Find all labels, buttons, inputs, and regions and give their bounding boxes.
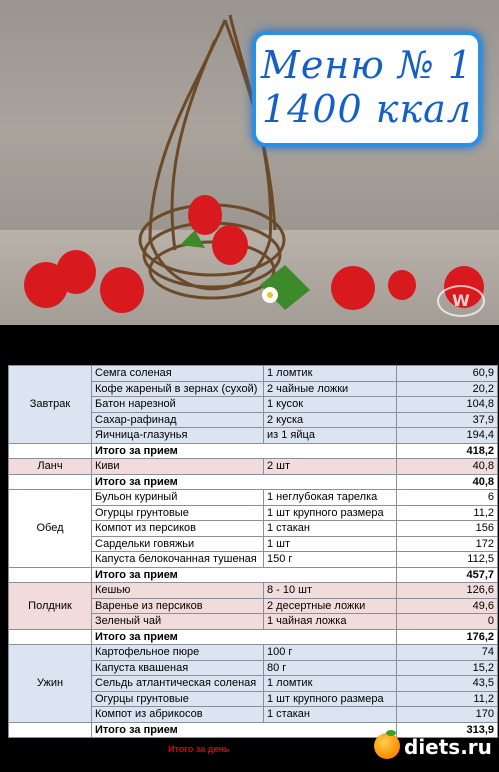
food-name: Сельдь атлантическая соленая	[92, 676, 264, 692]
food-amount: 8 - 10 шт	[264, 583, 397, 599]
food-kcal: 112,5	[397, 552, 498, 568]
food-kcal: 20,2	[397, 381, 498, 397]
food-kcal: 170	[397, 707, 498, 723]
food-row	[9, 583, 498, 599]
food-row	[9, 459, 498, 475]
meal-total-blank	[9, 567, 92, 583]
menu-table	[8, 365, 498, 738]
meal-total-row	[9, 443, 498, 459]
food-row	[9, 645, 498, 661]
orange-icon	[374, 733, 400, 759]
meal-total-label: Итого за прием	[92, 567, 397, 583]
menu-table-area	[0, 325, 499, 772]
food-kcal: 74	[397, 645, 498, 661]
food-name: Кешью	[92, 583, 264, 599]
meal-total-label: Итого за прием	[92, 722, 397, 738]
food-amount: 1 кусок	[264, 397, 397, 413]
food-amount: 1 ломтик	[264, 676, 397, 692]
food-name: Огурцы грунтовые	[92, 505, 264, 521]
food-kcal: 104,8	[397, 397, 498, 413]
menu-title: Меню № 1	[260, 43, 474, 87]
food-kcal: 37,9	[397, 412, 498, 428]
food-name: Компот из абрикосов	[92, 707, 264, 723]
food-name: Сахар-рафинад	[92, 412, 264, 428]
food-kcal: 11,2	[397, 691, 498, 707]
meal-total-label: Итого за прием	[92, 474, 397, 490]
food-name: Яичница-глазунья	[92, 428, 264, 444]
meal-name: Ланч	[9, 459, 92, 475]
meal-total-row	[9, 629, 498, 645]
meal-name: Завтрак	[9, 366, 92, 444]
meal-total-value: 418,2	[397, 443, 498, 459]
food-kcal: 126,6	[397, 583, 498, 599]
meal-name: Ужин	[9, 645, 92, 723]
watermark-logo: W	[437, 285, 485, 317]
food-name: Компот из персиков	[92, 521, 264, 537]
strawberry-basket-photo	[0, 0, 499, 325]
food-row	[9, 490, 498, 506]
food-amount: 1 стакан	[264, 707, 397, 723]
food-kcal: 194,4	[397, 428, 498, 444]
meal-total-value: 457,7	[397, 567, 498, 583]
food-kcal: 0	[397, 614, 498, 630]
logo-text: diets.ru	[404, 735, 492, 759]
food-amount: 2 чайные ложки	[264, 381, 397, 397]
meal-total-label: Итого за прием	[92, 629, 397, 645]
meal-total-blank	[9, 722, 92, 738]
food-amount: 1 чайная ложка	[264, 614, 397, 630]
food-kcal: 43,5	[397, 676, 498, 692]
food-amount: 1 стакан	[264, 521, 397, 537]
food-kcal: 40,8	[397, 459, 498, 475]
meal-total-blank	[9, 629, 92, 645]
meal-total-row	[9, 474, 498, 490]
food-amount: 1 неглубокая тарелка	[264, 490, 397, 506]
food-name: Бульон куриный	[92, 490, 264, 506]
food-kcal: 60,9	[397, 366, 498, 382]
food-kcal: 15,2	[397, 660, 498, 676]
food-name: Семга соленая	[92, 366, 264, 382]
food-amount: 1 шт крупного размера	[264, 505, 397, 521]
food-name: Сардельки говяжьи	[92, 536, 264, 552]
food-name: Батон нарезной	[92, 397, 264, 413]
food-kcal: 11,2	[397, 505, 498, 521]
food-amount: 100 г	[264, 645, 397, 661]
food-row	[9, 366, 498, 382]
food-name: Зеленый чай	[92, 614, 264, 630]
food-name: Огурцы грунтовые	[92, 691, 264, 707]
food-amount: 1 шт	[264, 536, 397, 552]
food-name: Капуста квашеная	[92, 660, 264, 676]
title-card	[252, 31, 482, 147]
meal-name: Обед	[9, 490, 92, 568]
food-amount: 2 десертные ложки	[264, 598, 397, 614]
food-amount: 1 шт крупного размера	[264, 691, 397, 707]
menu-table-body	[9, 366, 498, 738]
food-name: Варенье из персиков	[92, 598, 264, 614]
meal-total-value: 176,2	[397, 629, 498, 645]
food-name: Кофе жареный в зернах (сухой)	[92, 381, 264, 397]
food-kcal: 172	[397, 536, 498, 552]
food-amount: 150 г	[264, 552, 397, 568]
food-kcal: 156	[397, 521, 498, 537]
meal-total-row	[9, 567, 498, 583]
food-amount: 2 куска	[264, 412, 397, 428]
meal-total-blank	[9, 474, 92, 490]
food-name: Киви	[92, 459, 264, 475]
meal-total-value: 313,9	[397, 722, 498, 738]
calorie-title: 1400 ккал	[261, 87, 473, 131]
food-amount: 2 шт	[264, 459, 397, 475]
meal-name: Полдник	[9, 583, 92, 630]
food-name: Капуста белокочанная тушеная	[92, 552, 264, 568]
diets-logo[interactable]	[372, 730, 497, 768]
food-name: Картофельное пюре	[92, 645, 264, 661]
food-kcal: 49,6	[397, 598, 498, 614]
food-kcal: 6	[397, 490, 498, 506]
meal-total-blank	[9, 443, 92, 459]
meal-total-label: Итого за прием	[92, 443, 397, 459]
meal-total-value: 40,8	[397, 474, 498, 490]
day-total-label: Итого за день	[168, 744, 230, 754]
food-amount: из 1 яйца	[264, 428, 397, 444]
leaf-icon	[386, 730, 396, 736]
food-amount: 1 ломтик	[264, 366, 397, 382]
food-amount: 80 г	[264, 660, 397, 676]
